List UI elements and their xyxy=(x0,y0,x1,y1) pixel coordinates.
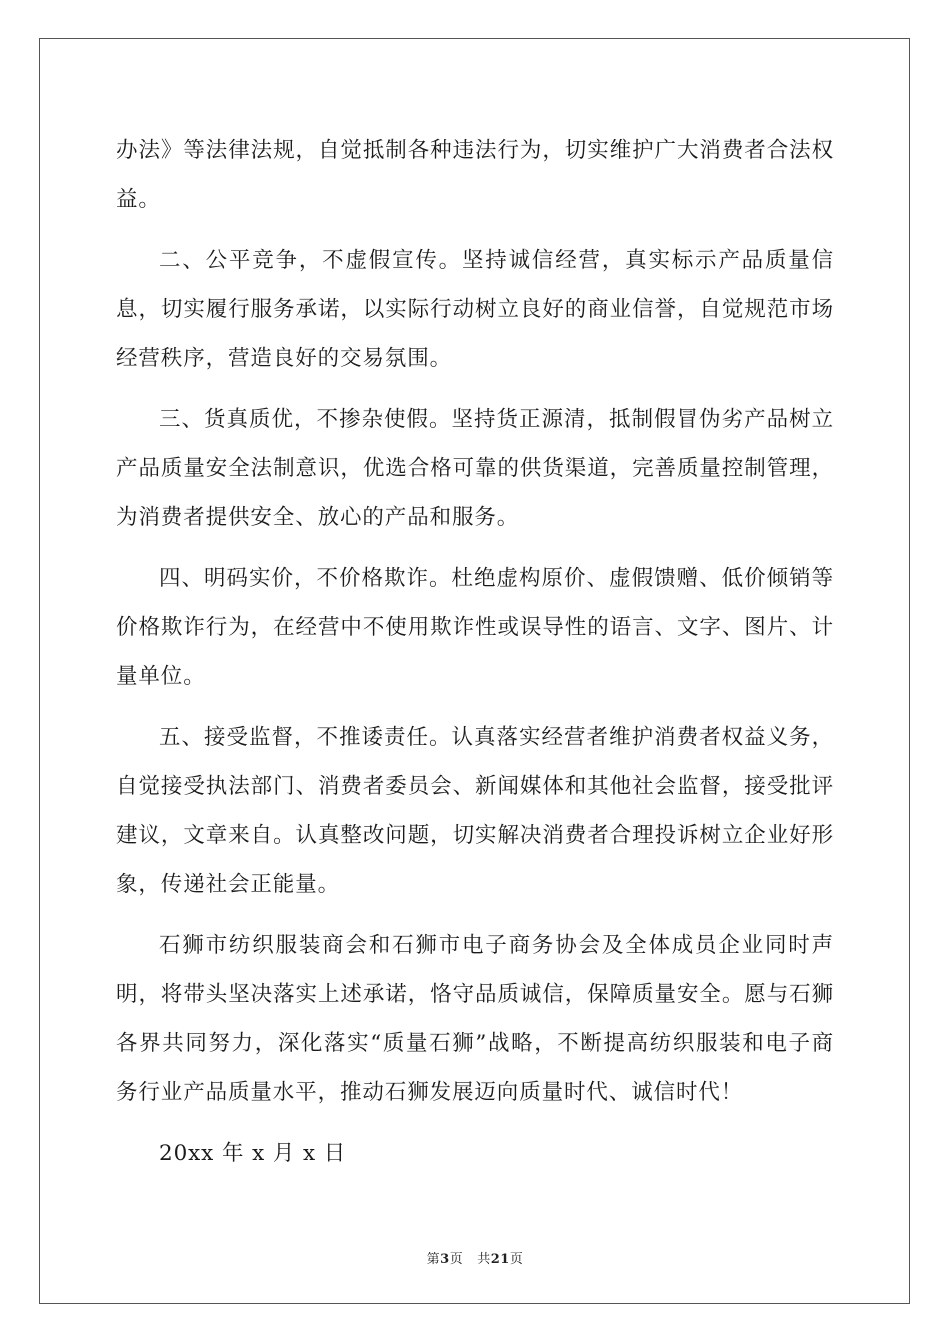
paragraph-fair-competition: 二、公平竞争，不虚假宣传。坚持诚信经营，真实标示产品质量信息，切实履行服务承诺，以实际行动树立良好的商业信誉，自觉规范市场经营秩序，营造良好的交易氛围。 xyxy=(116,248,834,371)
paragraph-genuine-quality: 三、货真质优，不掺杂使假。坚持货正源清，抵制假冒伪劣产品树立产品质量安全法制意识，优选合格可靠的供货渠道，完善质量控制管理，为消费者提供安全、放心的产品和服务。 xyxy=(116,407,834,530)
paragraph-clear-pricing: 四、明码实价，不价格欺诈。杜绝虚构原价、虚假馈赠、低价倾销等价格欺诈行为，在经营中不使用欺诈性或误导性的语言、文字、图片、计量单位。 xyxy=(116,566,834,689)
page-number: 3 xyxy=(440,1252,450,1267)
total-prefix: 共 xyxy=(477,1252,491,1267)
paragraph-continuation: 办法》等法律法规，自觉抵制各种违法行为，切实维护广大消费者合法权益。 xyxy=(116,138,834,212)
page-prefix: 第 xyxy=(426,1252,441,1267)
page-footer xyxy=(0,1248,950,1267)
document-body xyxy=(116,126,834,1178)
page-suffix: 页 xyxy=(449,1252,464,1267)
paragraph-accept-supervision: 五、接受监督，不推诿责任。认真落实经营者维护消费者权益义务，自觉接受执法部门、消费者委员会、新闻媒体和其他社会监督，接受批评建议，文章来自。认真整改问题，切实解决消费者合理投诉树立企业好形象，传递社会正能量。 xyxy=(116,725,834,897)
document-date: 20xx 年 x 月 x 日 xyxy=(159,1141,347,1166)
total-suffix: 页 xyxy=(509,1252,524,1267)
paragraph-declaration: 石狮市纺织服装商会和石狮市电子商务协会及全体成员企业同时声明，将带头坚决落实上述承诺，恪守品质诚信，保障质量安全。愿与石狮各界共同努力，深化落实“质量石狮”战略，不断提高纺织服装和电子商务行业产品质量水平，推动石狮发展迈向质量时代、诚信时代！ xyxy=(116,933,834,1105)
total-pages: 21 xyxy=(490,1252,510,1267)
